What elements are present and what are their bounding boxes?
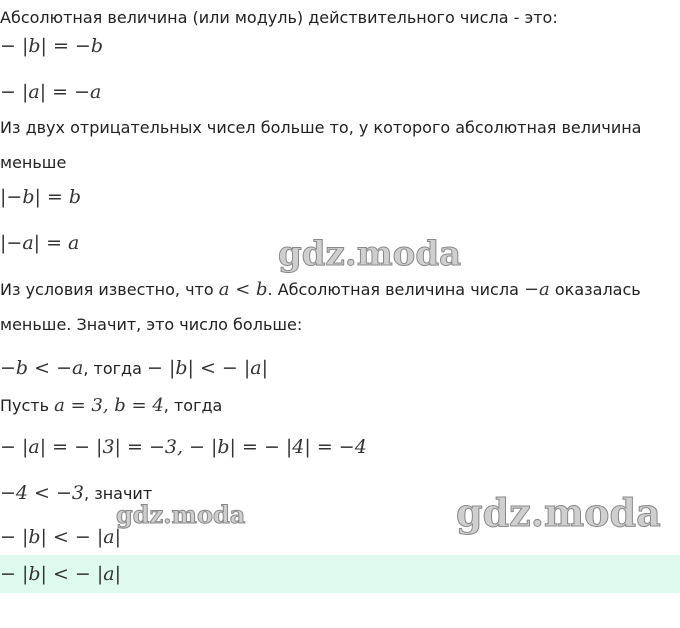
example-text-end: , тогда (163, 396, 223, 415)
condition-text-end: оказалась (549, 280, 641, 299)
formula-abs-b: − |b| = −b (0, 35, 104, 57)
rule-text: Из двух отрицательных чисел больше то, у которого абсолютная величина (0, 118, 642, 137)
condition-inequality: a < b (218, 279, 268, 300)
watermark-logo: gdz.moda (278, 234, 462, 274)
condition-neg-a: −a (523, 279, 550, 300)
condition-line (0, 279, 641, 300)
example-text-start: Пусть (0, 396, 55, 415)
example-line (0, 395, 222, 416)
example-calculation: − |a| = − |3| = −3, − |b| = − |4| = −4 (0, 436, 367, 458)
watermark-logo-small: gdz.moda (116, 500, 246, 529)
inequality-then: , тогда (83, 359, 147, 378)
inequality-right: − |b| < − |a| (146, 357, 268, 379)
answer-line: − |b| < − |a| (0, 563, 122, 585)
formula-abs-neg-b: |−b| = b (0, 186, 82, 208)
comparison-text: , значит (84, 484, 153, 503)
result-line: − |b| < − |a| (0, 526, 122, 548)
comparison-math: −4 < −3 (0, 482, 85, 504)
example-values: a = 3, b = 4 (54, 395, 164, 416)
condition-text-middle: . Абсолютная величина числа (267, 280, 524, 299)
inequality-line (0, 357, 268, 379)
formula-abs-neg-a: |−a| = a (0, 232, 80, 254)
watermark-logo-large: gdz.moda (456, 490, 661, 535)
formula-abs-a: − |a| = −a (0, 81, 102, 103)
condition-text-start: Из условия известно, что (0, 280, 219, 299)
inequality-left: −b < −a (0, 357, 84, 379)
definition-text: Абсолютная величина (или модуль) действительного числа - это: (0, 8, 558, 27)
conclusion-text: меньше. Значит, это число больше: (0, 315, 303, 334)
rule-text-continued: меньше (0, 153, 67, 172)
